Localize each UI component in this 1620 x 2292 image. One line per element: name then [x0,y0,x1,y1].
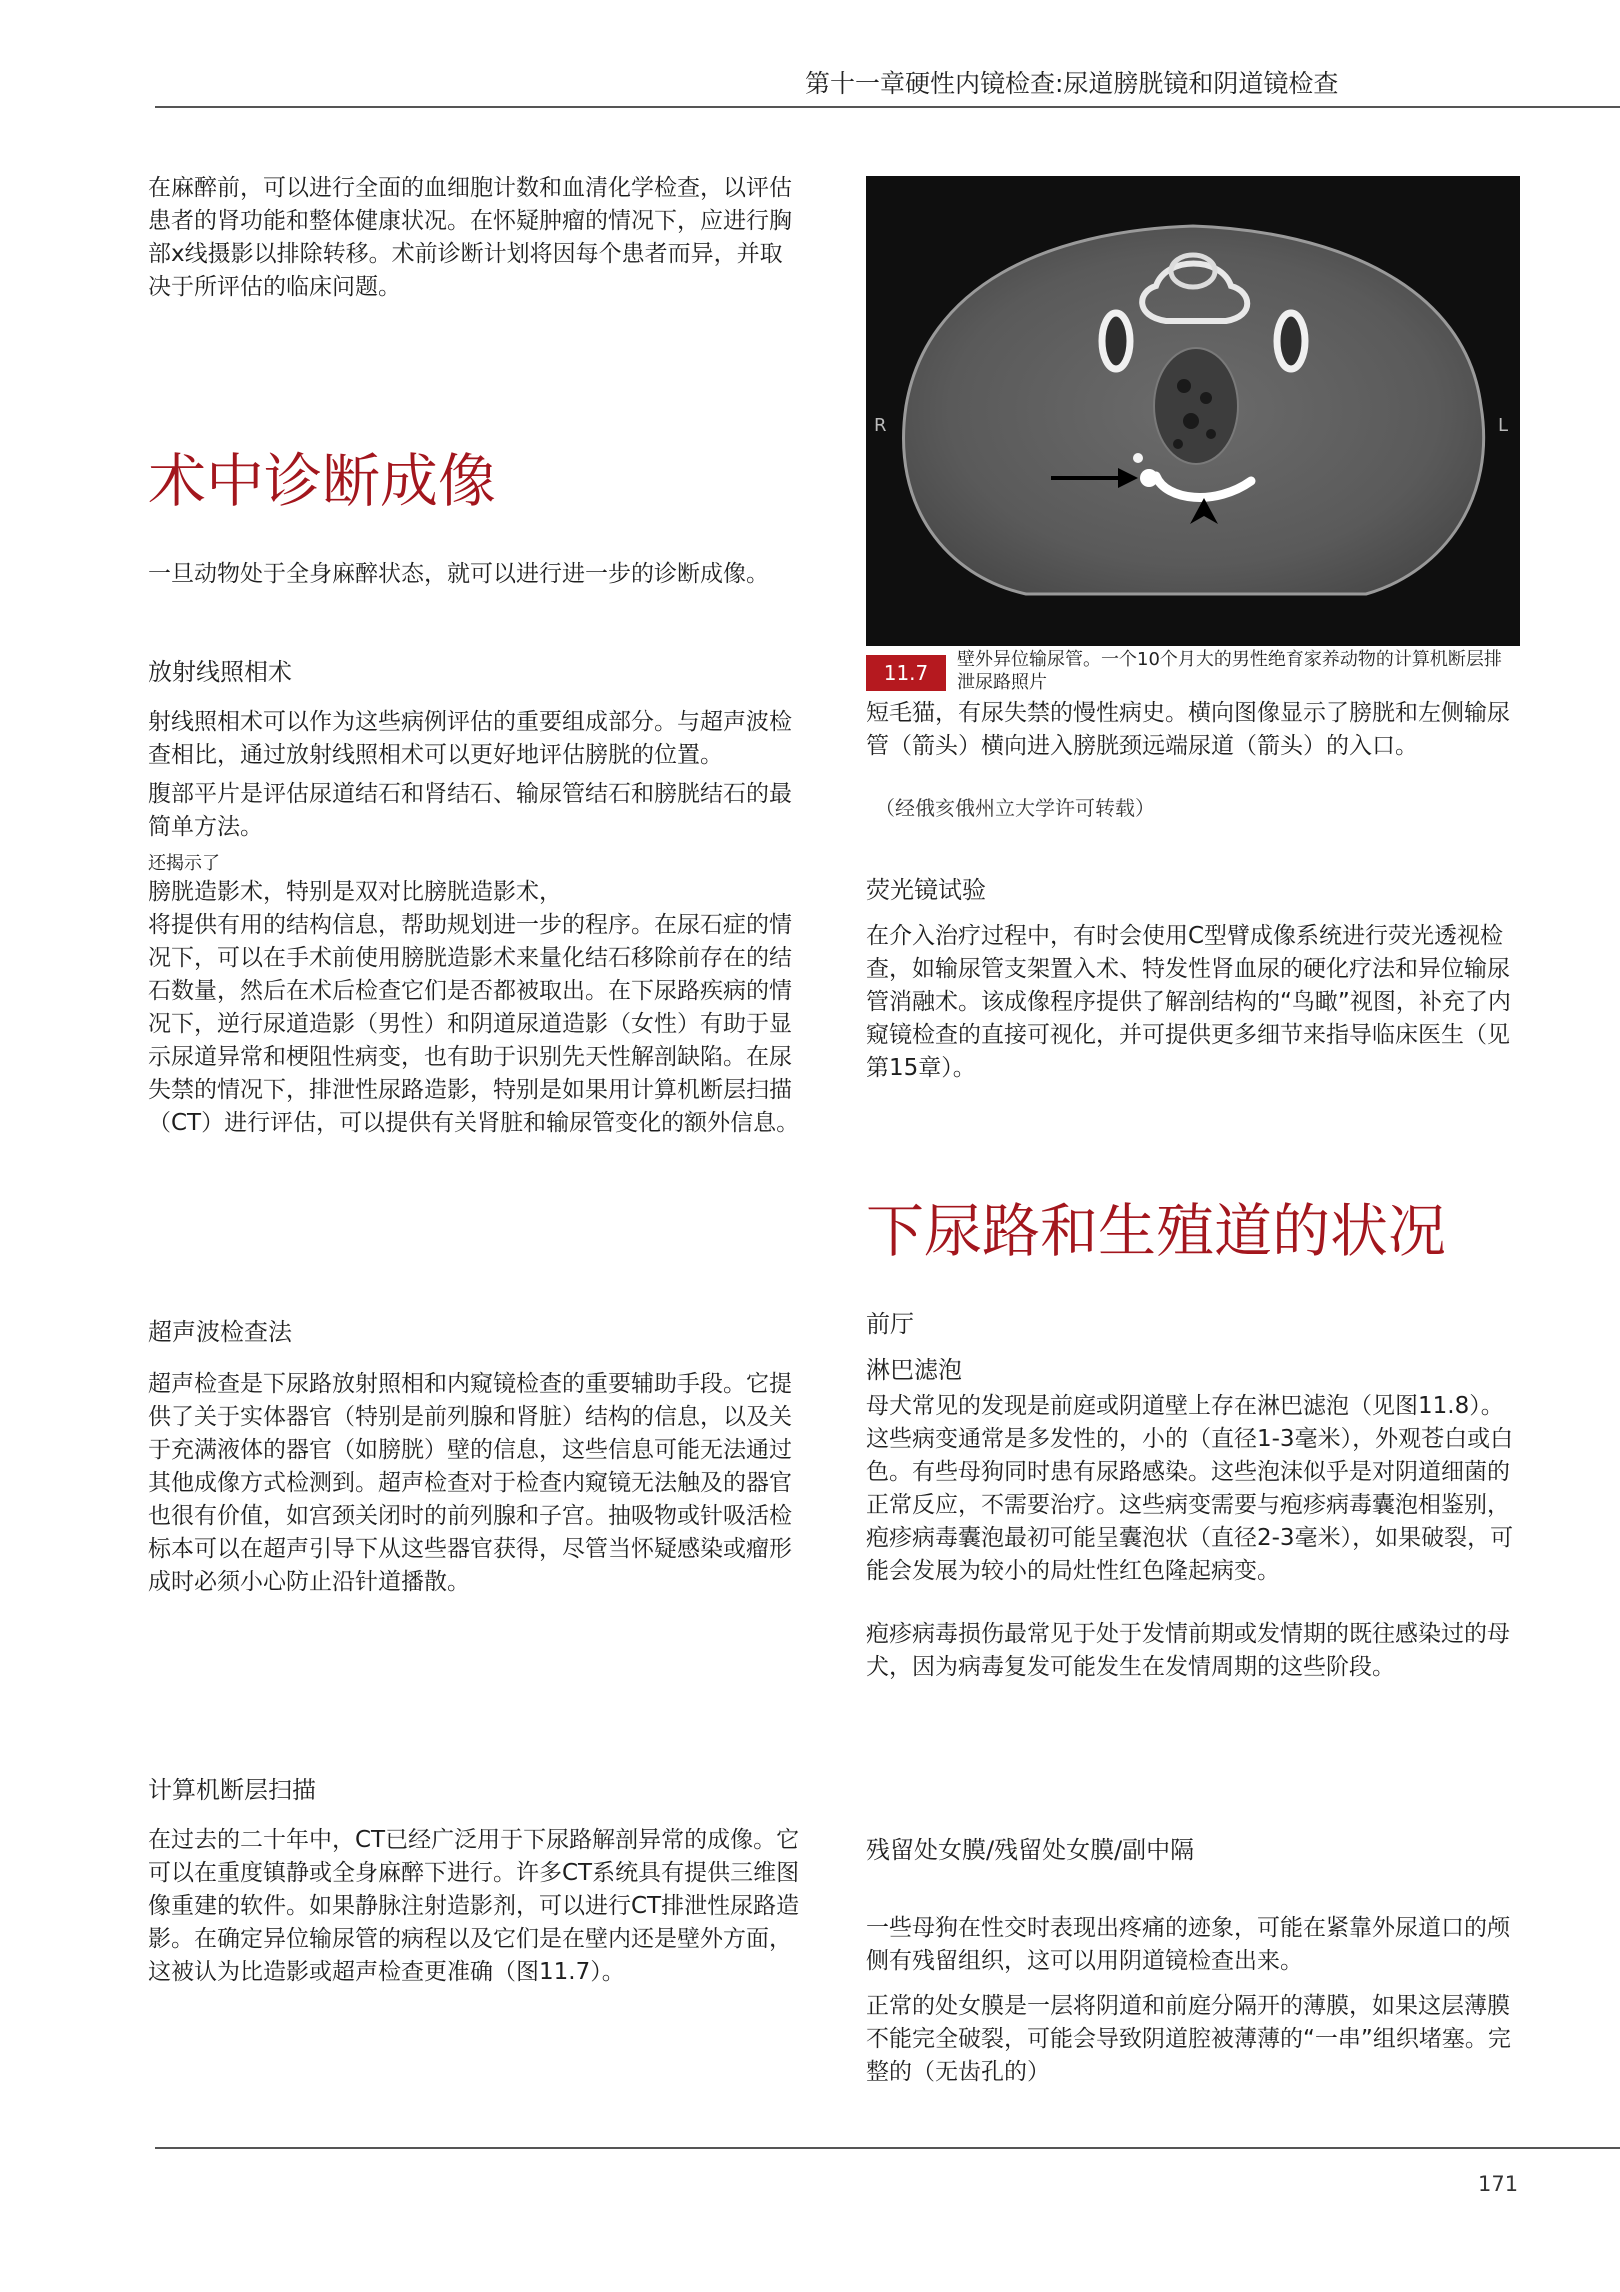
section-intro-paragraph: 一旦动物处于全身麻醉状态，就可以进行进一步的诊断成像。 [148,561,769,587]
radiography-note: 还揭示了 [148,853,220,874]
ct-scan-image [866,176,1520,646]
heading-ct: 计算机断层扫描 [148,1776,316,1804]
heading-ultrasound: 超声波检查法 [148,1318,292,1346]
figure-label-r: R [874,415,887,436]
vestibule-p1b: 这些病变通常是多发性的，小的（直径1-3毫米），外观苍白或白色。有些母狗同时患有尿路感染。这些泡沫似乎是对阴道细菌的正常反应，不需要治疗。这些病变需要与疱疹病毒囊泡相鉴别，疱疹病毒囊泡最初可能呈囊泡状（直径2-3毫米），如果破裂，可能会发展为较小的局灶性红色隆起病变。 [866,1426,1514,1584]
ultrasound-paragraph: 超声检查是下尿路放射照相和内窥镜检查的重要辅助手段。它提供了关于实体器官（特别是前列腺和肾脏）结构的信息，以及关于充满液体的器官（如膀胱）壁的信息，这些信息可能无法通过其他成像方式检测到。超声检查对于检查内窥镜无法触及的器官也很有价值，如宫颈关闭时的前列腺和子宫。抽吸物或针吸活检标本可以在超声引导下从这些器官获得，尽管当怀疑感染或瘤形成时必须小心防止沿针道播散。 [148,1371,792,1595]
vestibule-section [866,1390,1526,1684]
figure-credit: （经俄亥俄州立大学许可转载） [875,796,1155,820]
footer-rule [155,2147,1620,2149]
radiography-p2: 腹部平片是评估尿道结石和肾结石、输尿管结石和膀胱结石的最简单方法。 [148,781,792,840]
running-header: 第十一章硬性内镜检查:尿道膀胱镜和阴道镜检查 [805,69,1339,98]
heading-fluoroscopy: 荧光镜试验 [866,876,986,904]
section-title-intraop-imaging: 术中诊断成像 [148,447,497,515]
figure-label-l: L [1498,415,1509,436]
figure-number-badge: 11.7 [866,655,946,691]
hymen-p2: 正常的处女膜是一层将阴道和前庭分隔开的薄膜，如果这层薄膜不能完全破裂，可能会导致阴道腔被薄薄的“一串”组织堵塞。完整的（无齿孔的） [866,1993,1511,2085]
page-number: 171 [1478,2172,1519,2196]
radiography-section [148,706,803,1140]
section-title-lower-urinary: 下尿路和生殖道的状况 [866,1197,1447,1265]
subheading-lymphoid-follicles: 淋巴滤泡 [866,1356,962,1384]
intro-paragraph: 在麻醉前，可以进行全面的血细胞计数和血清化学检查，以评估患者的肾功能和整体健康状况。在怀疑肿瘤的情况下，应进行胸部x线摄影以排除转移。术前诊断计划将因每个患者而异，并取决于所评估的临床问题。 [148,175,792,300]
hymen-section [866,1912,1526,2089]
vestibule-p2: 疱疹病毒损伤最常见于处于发情前期或发情期的既往感染过的母犬，因为病毒复发可能发生在发情周期的这些阶段。 [866,1621,1510,1680]
ct-paragraph: 在过去的二十年中，CT已经广泛用于下尿路解剖异常的成像。它可以在重度镇静或全身麻醉下进行。许多CT系统具有提供三维图像重建的软件。如果静脉注射造影剂，可以进行CT排泄性尿路造影。在确定异位输尿管的病程以及它们是在壁内还是壁外方面，这被认为比造影或超声检查更准确（图11.7）。 [148,1827,800,1985]
radiography-p1: 射线照相术可以作为这些病例评估的重要组成部分。与超声波检查相比，通过放射线照相术可以更好地评估膀胱的位置。 [148,709,792,768]
radiography-p3a: 膀胱造影术，特别是双对比膀胱造影术， [148,879,562,905]
vestibule-p1a: 母犬常见的发现是前庭或阴道壁上存在淋巴滤泡（见图11.8）。 [866,1393,1504,1419]
ct-scan-figure [866,176,1520,646]
heading-vestibule: 前厅 [866,1310,914,1338]
header-rule [155,106,1620,108]
figure-caption-continued: 短毛猫，有尿失禁的慢性病史。横向图像显示了膀胱和左侧输尿管（箭头）横向进入膀胱颈远端尿道（箭头）的入口。 [866,700,1510,759]
figure-caption: 壁外异位输尿管。一个10个月大的男性绝育家养动物的计算机断层排泄尿路照片 [957,649,1502,693]
heading-radiography: 放射线照相术 [148,658,292,686]
hymen-p1: 一些母狗在性交时表现出疼痛的迹象，可能在紧靠外尿道口的颅侧有残留组织，这可以用阴道镜检查出来。 [866,1915,1510,1974]
fluoroscopy-paragraph: 在介入治疗过程中，有时会使用C型臂成像系统进行荧光透视检查，如输尿管支架置入术、特发性肾血尿的硬化疗法和异位输尿管消融术。该成像程序提供了解剖结构的“鸟瞰”视图，补充了内窥镜检查的直接可视化，并可提供更多细节来指导临床医生（见第15章）。 [866,923,1511,1081]
heading-hymen: 残留处女膜/残留处女膜/副中隔 [866,1836,1195,1864]
radiography-p3b: 将提供有用的结构信息，帮助规划进一步的程序。在尿石症的情况下，可以在手术前使用膀胱造影术来量化结石移除前存在的结石数量，然后在术后检查它们是否都被取出。在下尿路疾病的情况下，逆行尿道造影（男性）和阴道尿道造影（女性）有助于显示尿道异常和梗阻性病变，也有助于识别先天性解剖缺陷。在尿失禁的情况下，排泄性尿路造影，特别是如果用计算机断层扫描（CT）进行评估，可以提供有关肾脏和输尿管变化的额外信息。 [148,912,800,1136]
